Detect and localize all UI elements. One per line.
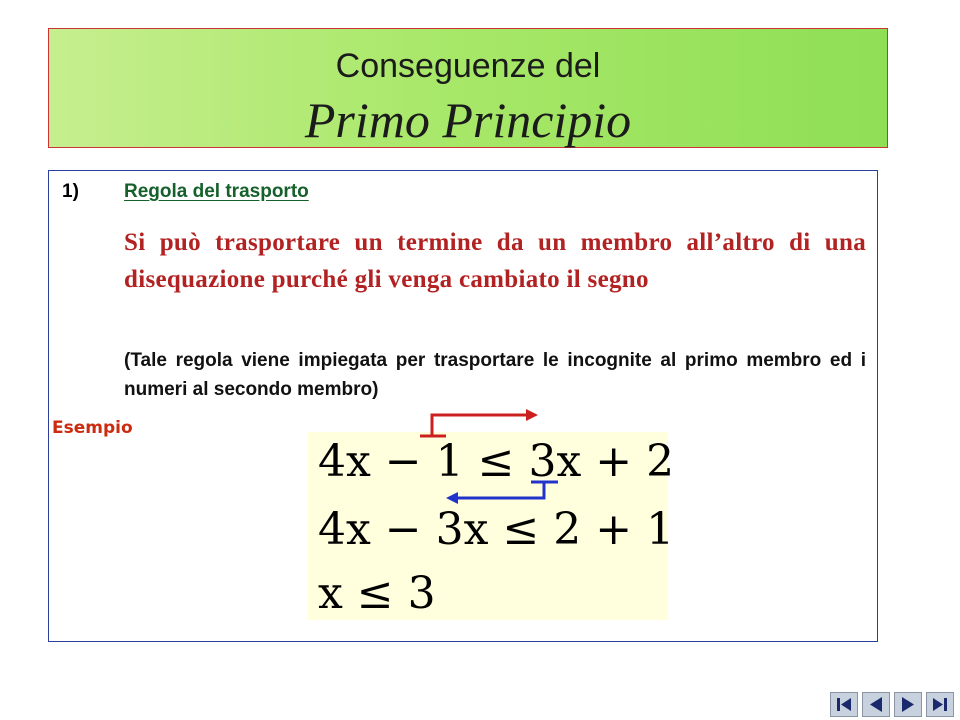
equation-line-3: x ≤ 3 bbox=[318, 568, 436, 619]
previous-slide-button[interactable] bbox=[862, 692, 890, 717]
rule-number: 1) bbox=[62, 181, 79, 202]
rule-heading: Regola del trasporto bbox=[124, 181, 309, 202]
next-slide-button[interactable] bbox=[894, 692, 922, 717]
next-slide-icon bbox=[895, 693, 921, 716]
last-slide-button[interactable] bbox=[926, 692, 954, 717]
equation-line-2: 4x − 3x ≤ 2 + 1 bbox=[318, 504, 675, 555]
first-slide-button[interactable] bbox=[830, 692, 858, 717]
title-banner bbox=[48, 28, 888, 148]
equation-line-1: 4x − 1 ≤ 3x + 2 bbox=[318, 436, 675, 487]
title-line-1: Conseguenze del bbox=[335, 47, 601, 85]
previous-slide-icon bbox=[863, 693, 889, 716]
example-label: Esempio bbox=[52, 418, 133, 438]
title-line-2: Primo Principio bbox=[304, 92, 632, 148]
rule-note: (Tale regola viene impiegata per trasportare le incognite al primo membro ed i numeri al secondo membro) bbox=[124, 350, 866, 400]
rule-statement: Si può trasportare un termine da un membro all’altro di una disequazione purché gli venga cambiato il segno bbox=[124, 229, 866, 293]
last-slide-icon bbox=[927, 693, 953, 716]
first-slide-icon bbox=[831, 693, 857, 716]
equation-panel bbox=[308, 432, 675, 620]
